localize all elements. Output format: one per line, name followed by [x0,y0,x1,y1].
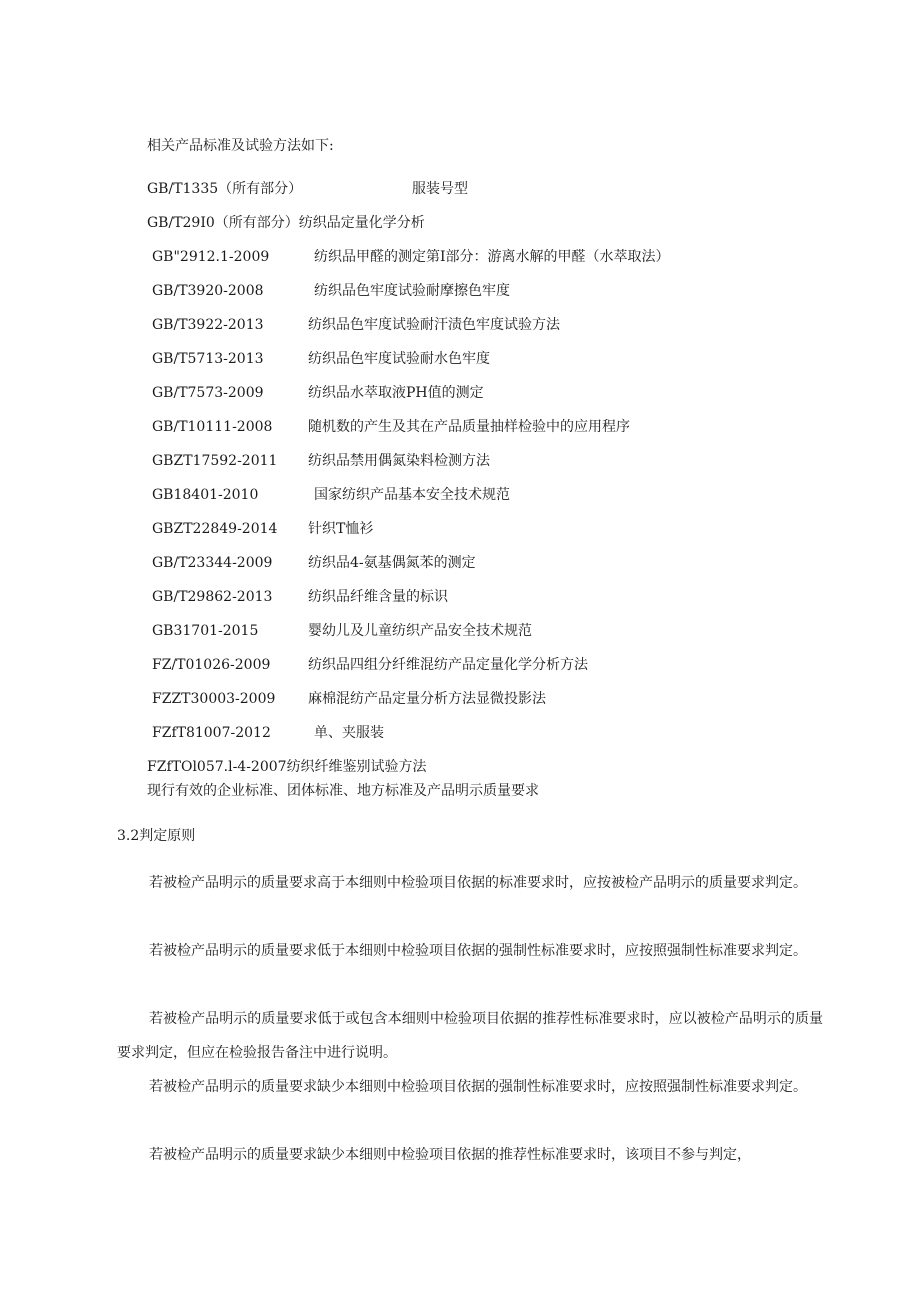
standard-code: GB/T3922-2013 [152,317,264,333]
standard-code: GB/T10111-2008 [152,419,273,435]
standard-code: GB"2912.1-2009 [152,249,270,265]
standard-combined-line: FZfTOl057.l-4-2007纺织纤维鉴别试验方法 [147,759,427,775]
paragraph: 若被检产品明示的质量要求高于本细则中检验项目依据的标准要求时，应按被检产品明示的质量要求判定。 [149,875,807,891]
standard-code: FZZT30003-2009 [152,691,276,707]
other-standards-line: 现行有效的企业标准、团体标准、地方标准及产品明示质量要求 [147,783,539,799]
paragraph: 若被检产品明示的质量要求缺少本细则中检验项目依据的推荐性标准要求时，该项目不参与判定， [149,1147,751,1163]
section-heading: 3.2判定原则 [117,828,196,844]
standard-code: GB/T7573-2009 [152,385,264,401]
paragraph: 若被检产品明示的质量要求低于本细则中检验项目依据的强制性标准要求时，应按照强制性标准要求判定。 [149,943,807,959]
standard-code: FZfT81007-2012 [152,725,271,741]
standard-title: 纺织品四组分纤维混纺产品定量化学分析方法 [308,657,588,673]
standard-title: 婴幼儿及儿童纺织产品安全技术规范 [308,623,532,639]
standard-code: GB31701-2015 [152,623,259,639]
standard-code: GB/T23344-2009 [152,555,273,571]
standard-code: GB/T1335（所有部分） [147,181,303,197]
standard-title: 纺织品水萃取液PH值的测定 [308,385,484,401]
standard-title: 纺织品4-氨基偶氮苯的测定 [308,555,476,571]
standard-title: 国家纺织产品基本安全技术规范 [314,487,510,503]
standard-code: GB/T5713-2013 [152,351,264,367]
paragraph: 若被检产品明示的质量要求低于或包含本细则中检验项目依据的推荐性标准要求时，应以被检产品明示的质量要求判定，但应在检验报告备注中进行说明。 [117,1011,823,1061]
standard-title: 麻棉混纺产品定量分析方法显微投影法 [308,691,546,707]
standard-title: 纺织品禁用偶氮染料检测方法 [308,453,490,469]
standard-code: GBZT22849-2014 [152,521,278,537]
standard-code: GB18401-2010 [152,487,259,503]
standard-combined-line: GB/T29I0（所有部分）纺织品定量化学分析 [147,215,425,231]
standard-title: 纺织品色牢度试验耐汗渍色牢度试验方法 [308,317,560,333]
standard-title: 纺织品纤维含量的标识 [308,589,448,605]
standard-code: GBZT17592-2011 [152,453,278,469]
standard-title: 纺织品色牢度试验耐水色牢度 [308,351,490,367]
standard-code: GB/T29862-2013 [152,589,273,605]
standard-title: 针织T恤衫 [308,521,374,537]
intro-line: 相关产品标准及试验方法如下: [147,138,334,154]
standard-title: 随机数的产生及其在产品质量抽样检验中的应用程序 [308,419,630,435]
standard-code: FZ/T01026-2009 [152,657,271,673]
paragraph: 若被检产品明示的质量要求缺少本细则中检验项目依据的强制性标准要求时，应按照强制性标准要求判定。 [149,1079,807,1095]
standard-code: GB/T3920-2008 [152,283,264,299]
standard-title: 单、夹服装 [314,725,384,741]
standard-title: 纺织品甲醛的测定第I部分：游离水解的甲醛（水萃取法） [314,249,670,265]
standard-title: 服装号型 [412,181,468,197]
standard-title: 纺织品色牢度试验耐摩擦色牢度 [314,283,510,299]
